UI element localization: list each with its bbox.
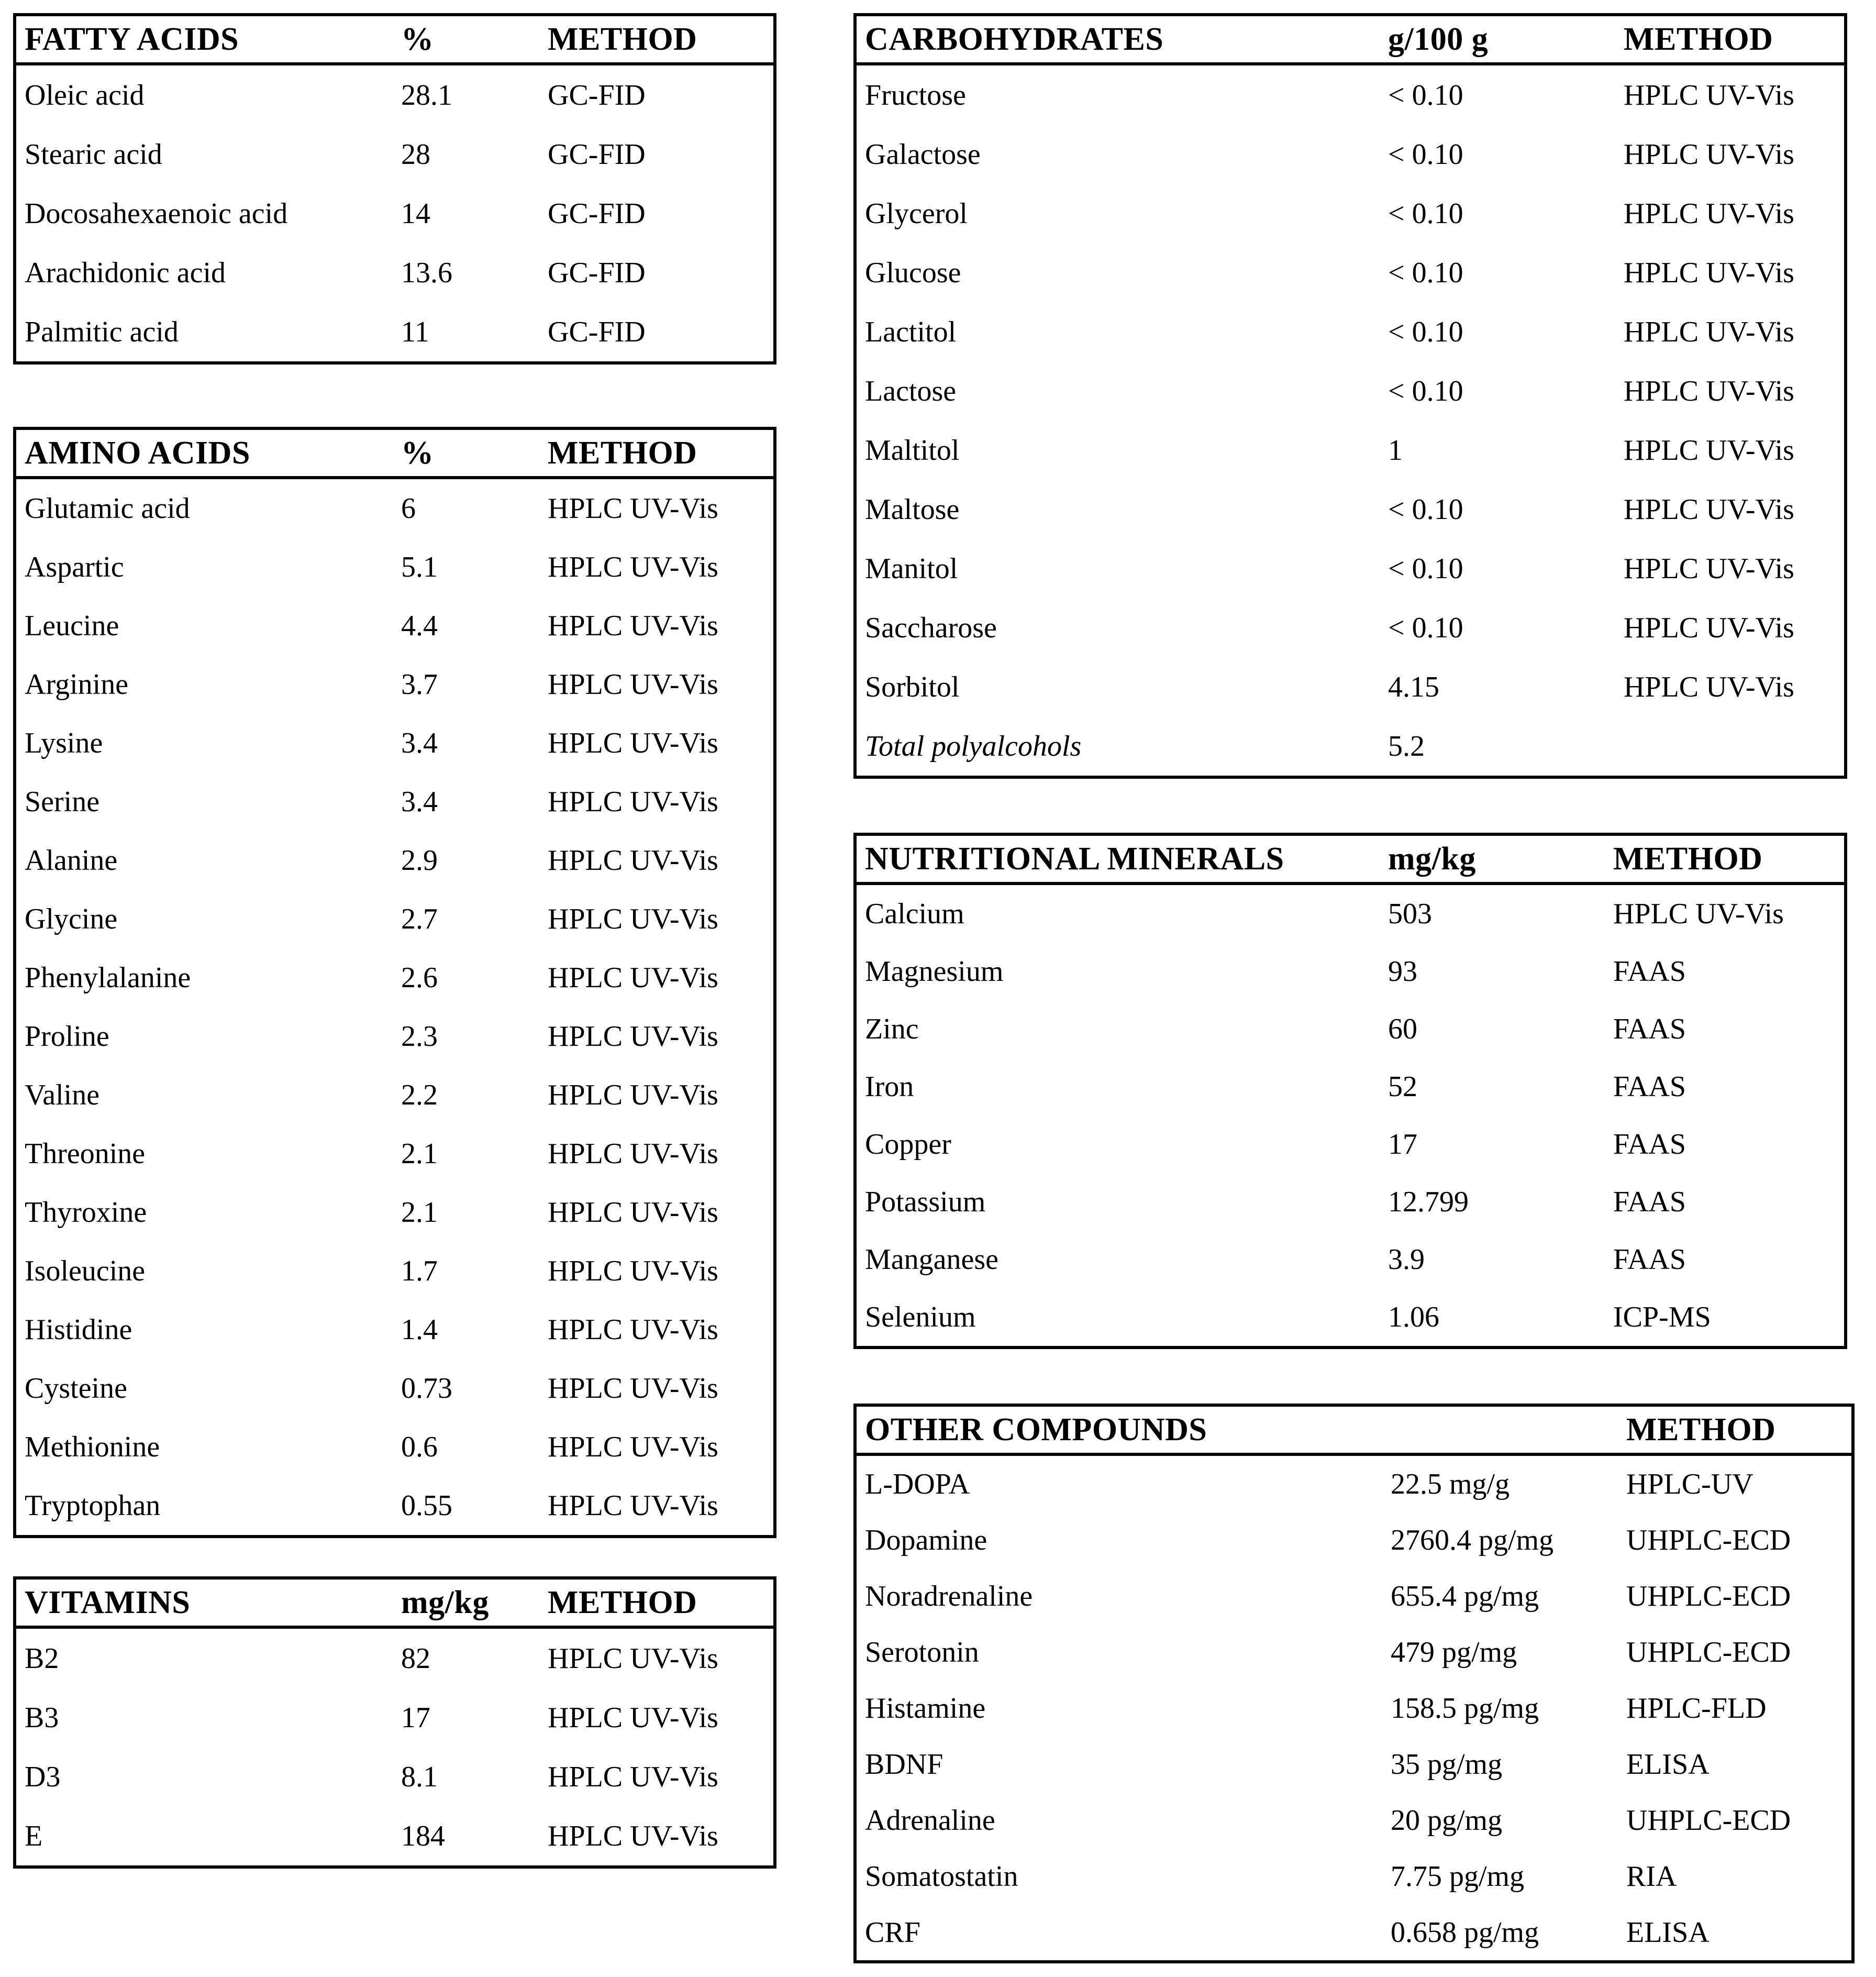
compound-value: 60	[1388, 1013, 1417, 1045]
compound-value: 6	[401, 492, 416, 525]
table-row	[16, 948, 773, 1007]
unit-header: mg/kg	[1388, 841, 1476, 877]
compound-name: Lysine	[25, 727, 103, 759]
table-row	[16, 831, 773, 890]
compound-name: Fructose	[865, 79, 966, 112]
table-title: VITAMINS	[25, 1584, 191, 1620]
compound-value: 13.6	[401, 256, 452, 289]
table-row	[857, 539, 1844, 598]
table-row	[857, 480, 1844, 539]
compound-name: Isoleucine	[25, 1255, 146, 1287]
table-row	[857, 65, 1844, 125]
table-row	[857, 943, 1844, 1000]
table-row	[857, 1231, 1844, 1288]
compound-value: 0.73	[401, 1372, 452, 1405]
table-row	[857, 1736, 1851, 1792]
measurement-method: HPLC UV-Vis	[548, 1196, 718, 1229]
table-row	[16, 184, 773, 243]
measurement-method: FAAS	[1613, 1070, 1686, 1103]
measurement-method: HPLC UV-Vis	[548, 903, 718, 935]
compound-name: Calcium	[865, 898, 964, 930]
method-header: METHOD	[548, 435, 697, 471]
compound-name: Oleic acid	[25, 79, 145, 112]
compound-name: BDNF	[865, 1748, 943, 1781]
compound-value: 22.5 mg/g	[1391, 1467, 1510, 1500]
compound-name: Serotonin	[865, 1636, 979, 1669]
table-title: AMINO ACIDS	[25, 435, 250, 471]
method-header: METHOD	[548, 21, 697, 57]
table-row	[16, 655, 773, 714]
measurement-method: HPLC UV-Vis	[1624, 256, 1794, 289]
compound-value: 3.4	[401, 727, 438, 759]
measurement-method: HPLC UV-Vis	[1624, 434, 1794, 467]
amino-acids-body	[16, 479, 773, 1535]
measurement-method: HPLC UV-Vis	[548, 1255, 718, 1287]
compound-value: 4.4	[401, 610, 438, 642]
measurement-method: HPLC UV-Vis	[1624, 670, 1794, 703]
measurement-method: UHPLC-ECD	[1626, 1523, 1791, 1556]
compound-value: 158.5 pg/mg	[1391, 1692, 1539, 1725]
compound-name: Glucose	[865, 256, 961, 289]
table-row	[857, 184, 1844, 243]
table-row	[857, 421, 1844, 480]
compound-name: Stearic acid	[25, 138, 162, 171]
compound-value: 2.7	[401, 903, 438, 935]
fatty-acids-header	[16, 16, 773, 65]
measurement-method: HPLC UV-Vis	[548, 1819, 718, 1852]
table-row	[857, 1680, 1851, 1736]
compound-value: 1.4	[401, 1313, 438, 1346]
compound-name: Magnesium	[865, 955, 1004, 988]
table-title: NUTRITIONAL MINERALS	[865, 841, 1284, 877]
table-row	[857, 598, 1844, 657]
compound-name: Histidine	[25, 1313, 132, 1346]
measurement-method: HPLC UV-Vis	[548, 551, 718, 583]
measurement-method: HPLC UV-Vis	[1624, 374, 1794, 407]
compound-value: 1.06	[1388, 1301, 1439, 1333]
table-row	[16, 1476, 773, 1535]
measurement-method: FAAS	[1613, 1243, 1686, 1276]
compound-name: Tryptophan	[25, 1489, 161, 1522]
compound-name: Glycerol	[865, 197, 968, 230]
table-row	[16, 125, 773, 184]
compound-name: Sorbitol	[865, 670, 960, 703]
measurement-method: HPLC UV-Vis	[1624, 493, 1794, 526]
compound-name: Arachidonic acid	[25, 256, 226, 289]
measurement-method: HPLC UV-Vis	[548, 1020, 718, 1053]
compound-name: Saccharose	[865, 611, 997, 644]
other-compounds-table	[853, 1404, 1855, 1963]
compound-value: < 0.10	[1388, 79, 1463, 112]
compound-value: 479 pg/mg	[1391, 1636, 1517, 1669]
measurement-method: HPLC-FLD	[1626, 1692, 1767, 1725]
measurement-method: HPLC UV-Vis	[548, 1489, 718, 1522]
compound-value: < 0.10	[1388, 552, 1463, 585]
measurement-method: HPLC UV-Vis	[1624, 138, 1794, 171]
compound-value: 7.75 pg/mg	[1391, 1860, 1525, 1893]
measurement-method: HPLC UV-Vis	[548, 786, 718, 818]
compound-name: Palmitic acid	[25, 315, 179, 348]
compound-value: 0.55	[401, 1489, 452, 1522]
table-row	[16, 1747, 773, 1806]
compound-value: 655.4 pg/mg	[1391, 1580, 1539, 1612]
table-row	[857, 1624, 1851, 1680]
compound-name: Selenium	[865, 1301, 976, 1333]
compound-value: 3.4	[401, 786, 438, 818]
compound-value: 20 pg/mg	[1391, 1804, 1503, 1837]
carbohydrates-header	[857, 16, 1844, 65]
measurement-method: ELISA	[1626, 1748, 1710, 1781]
measurement-method: HPLC UV-Vis	[548, 610, 718, 642]
compound-name: D3	[25, 1760, 61, 1793]
measurement-method: GC-FID	[548, 138, 646, 171]
table-row	[16, 1007, 773, 1066]
compound-name: Adrenaline	[865, 1804, 995, 1837]
amino-acids-header	[16, 430, 773, 479]
vitamins-header	[16, 1580, 773, 1629]
compound-name: Lactose	[865, 374, 957, 407]
compound-name: L-DOPA	[865, 1467, 970, 1500]
compound-value: 4.15	[1388, 670, 1439, 703]
table-row	[857, 1115, 1844, 1173]
carbohydrates-body	[857, 65, 1844, 776]
compound-name: Maltose	[865, 493, 960, 526]
compound-name: Threonine	[25, 1137, 146, 1170]
table-row	[857, 1848, 1851, 1904]
other-compounds-body	[857, 1456, 1851, 1960]
compound-name: Methionine	[25, 1431, 160, 1463]
table-row	[857, 1058, 1844, 1115]
compound-name: Phenylalanine	[25, 962, 191, 994]
measurement-method: HPLC UV-Vis	[548, 1642, 718, 1675]
method-header: METHOD	[548, 1584, 697, 1620]
table-row	[16, 1359, 773, 1418]
table-row	[857, 1456, 1851, 1512]
table-row	[857, 1000, 1844, 1058]
table-row	[857, 302, 1844, 361]
amino-acids-table	[13, 427, 776, 1538]
compound-name: B3	[25, 1701, 59, 1734]
table-row	[16, 243, 773, 302]
table-title: FATTY ACIDS	[25, 21, 239, 57]
table-row	[857, 125, 1844, 184]
compound-value: 503	[1388, 898, 1432, 930]
compound-name: Serine	[25, 786, 100, 818]
carbohydrates-table	[853, 13, 1847, 779]
table-row	[857, 1568, 1851, 1624]
measurement-method: UHPLC-ECD	[1626, 1636, 1791, 1669]
table-row	[16, 302, 773, 361]
measurement-method: HPLC UV-Vis	[548, 1701, 718, 1734]
measurement-method: RIA	[1626, 1860, 1677, 1893]
compound-name: Potassium	[865, 1186, 986, 1218]
compound-name: Manitol	[865, 552, 958, 585]
compound-name: Dopamine	[865, 1523, 987, 1556]
measurement-method: HPLC UV-Vis	[548, 1313, 718, 1346]
compound-value: 184	[401, 1819, 445, 1852]
compound-value: < 0.10	[1388, 197, 1463, 230]
table-row	[16, 1066, 773, 1124]
compound-name: Thyroxine	[25, 1196, 147, 1229]
compound-name: Histamine	[865, 1692, 986, 1725]
unit-header: g/100 g	[1388, 21, 1489, 57]
compound-name: Proline	[25, 1020, 109, 1053]
compound-name: Manganese	[865, 1243, 999, 1276]
table-row	[16, 1688, 773, 1747]
compound-name: Somatostatin	[865, 1860, 1018, 1893]
compound-value: 2.9	[401, 844, 438, 877]
compound-name: Lactitol	[865, 315, 957, 348]
table-row	[16, 1629, 773, 1688]
table-row	[857, 885, 1844, 943]
table-row	[16, 597, 773, 655]
compound-name: Alanine	[25, 844, 118, 877]
compound-value: 11	[401, 315, 429, 348]
table-row	[857, 1792, 1851, 1848]
compound-name: B2	[25, 1642, 59, 1675]
table-row	[857, 243, 1844, 302]
minerals-header	[857, 836, 1844, 885]
other-compounds-header	[857, 1407, 1851, 1456]
compound-value: 14	[401, 197, 430, 230]
measurement-method: HPLC UV-Vis	[1624, 611, 1794, 644]
table-row	[16, 1300, 773, 1359]
measurement-method: GC-FID	[548, 315, 646, 348]
measurement-method: FAAS	[1613, 1186, 1686, 1218]
compound-value: < 0.10	[1388, 611, 1463, 644]
measurement-method: UHPLC-ECD	[1626, 1580, 1791, 1612]
measurement-method: HPLC UV-Vis	[1624, 79, 1794, 112]
table-row	[857, 1173, 1844, 1231]
table-row	[857, 657, 1844, 716]
table-row	[16, 479, 773, 538]
compound-name: Valine	[25, 1079, 100, 1111]
table-row	[857, 1904, 1851, 1960]
compound-value: < 0.10	[1388, 374, 1463, 407]
table-row	[16, 890, 773, 948]
method-header: METHOD	[1624, 21, 1773, 57]
measurement-method: HPLC UV-Vis	[548, 1137, 718, 1170]
table-row	[857, 716, 1844, 776]
measurement-method: HPLC UV-Vis	[548, 1372, 718, 1405]
method-header: METHOD	[1626, 1411, 1776, 1448]
table-title: OTHER COMPOUNDS	[865, 1411, 1207, 1448]
compound-value: 93	[1388, 955, 1417, 988]
compound-value: 2.1	[401, 1196, 438, 1229]
compound-value: 2.2	[401, 1079, 438, 1111]
compound-value: 17	[401, 1701, 430, 1734]
measurement-method: FAAS	[1613, 955, 1686, 988]
compound-value: < 0.10	[1388, 315, 1463, 348]
table-title: CARBOHYDRATES	[865, 21, 1164, 57]
compound-name: E	[25, 1819, 43, 1852]
measurement-method: UHPLC-ECD	[1626, 1804, 1791, 1837]
compound-name: CRF	[865, 1916, 920, 1949]
vitamins-body	[16, 1629, 773, 1865]
unit-header: mg/kg	[401, 1584, 489, 1620]
compound-value: 2.1	[401, 1137, 438, 1170]
compound-value: < 0.10	[1388, 493, 1463, 526]
table-row	[16, 1806, 773, 1865]
unit-header: %	[401, 435, 434, 471]
table-row	[16, 65, 773, 125]
compound-name: Cysteine	[25, 1372, 127, 1405]
measurement-method: HPLC UV-Vis	[548, 727, 718, 759]
measurement-method: HPLC UV-Vis	[1613, 898, 1784, 930]
unit-header: %	[401, 21, 434, 57]
compound-name: Arginine	[25, 668, 129, 701]
measurement-method: HPLC UV-Vis	[548, 1760, 718, 1793]
measurement-method: HPLC UV-Vis	[548, 844, 718, 877]
compound-value: < 0.10	[1388, 138, 1463, 171]
measurement-method: GC-FID	[548, 197, 646, 230]
compound-value: 12.799	[1388, 1186, 1469, 1218]
table-row	[857, 1288, 1844, 1346]
compound-name: Galactose	[865, 138, 981, 171]
table-row	[16, 1242, 773, 1300]
measurement-method: HPLC UV-Vis	[548, 668, 718, 701]
fatty-acids-body	[16, 65, 773, 361]
measurement-method: HPLC UV-Vis	[548, 1431, 718, 1463]
compound-value: 82	[401, 1642, 430, 1675]
compound-value: 28	[401, 138, 430, 171]
compound-name: Aspartic	[25, 551, 124, 583]
compound-value: 0.6	[401, 1431, 438, 1463]
table-row	[16, 1183, 773, 1242]
compound-value: 5.2	[1388, 730, 1425, 763]
compound-value: 2.6	[401, 962, 438, 994]
compound-name: Glycine	[25, 903, 118, 935]
compound-value: 0.658 pg/mg	[1391, 1916, 1539, 1949]
compound-value: 3.7	[401, 668, 438, 701]
compound-value: 35 pg/mg	[1391, 1748, 1503, 1781]
minerals-body	[857, 885, 1844, 1346]
compound-value: 28.1	[401, 79, 452, 112]
compound-value: 2.3	[401, 1020, 438, 1053]
table-row	[857, 1512, 1851, 1568]
table-row	[16, 772, 773, 831]
vitamins-table	[13, 1576, 776, 1869]
table-row	[16, 714, 773, 772]
measurement-method: HPLC UV-Vis	[548, 962, 718, 994]
compound-value: 17	[1388, 1128, 1417, 1161]
compound-value: 5.1	[401, 551, 438, 583]
table-row	[16, 538, 773, 597]
compound-name: Zinc	[865, 1013, 919, 1045]
nutritional-minerals-table	[853, 833, 1847, 1349]
table-row	[16, 1418, 773, 1476]
compound-value: 1	[1388, 434, 1403, 467]
measurement-method: HPLC UV-Vis	[1624, 197, 1794, 230]
compound-value: 2760.4 pg/mg	[1391, 1523, 1554, 1556]
measurement-method: ICP-MS	[1613, 1301, 1711, 1333]
compound-value: < 0.10	[1388, 256, 1463, 289]
compound-value: 52	[1388, 1070, 1417, 1103]
measurement-method: ELISA	[1626, 1916, 1710, 1949]
compound-name: Docosahexaenoic acid	[25, 197, 288, 230]
compound-name: Maltitol	[865, 434, 960, 467]
compound-value: 3.9	[1388, 1243, 1425, 1276]
measurement-method: HPLC UV-Vis	[548, 492, 718, 525]
measurement-method: GC-FID	[548, 79, 646, 112]
measurement-method: FAAS	[1613, 1013, 1686, 1045]
table-row	[16, 1124, 773, 1183]
measurement-method: FAAS	[1613, 1128, 1686, 1161]
fatty-acids-table	[13, 13, 776, 365]
compound-name: Total polyalcohols	[865, 730, 1082, 763]
measurement-method: HPLC UV-Vis	[1624, 315, 1794, 348]
compound-name: Leucine	[25, 610, 119, 642]
table-row	[857, 361, 1844, 421]
measurement-method: HPLC-UV	[1626, 1467, 1753, 1500]
compound-value: 1.7	[401, 1255, 438, 1287]
compound-name: Iron	[865, 1070, 914, 1103]
compound-name: Glutamic acid	[25, 492, 190, 525]
compound-name: Copper	[865, 1128, 951, 1161]
measurement-method: GC-FID	[548, 256, 646, 289]
compound-value: 8.1	[401, 1760, 438, 1793]
measurement-method: HPLC UV-Vis	[1624, 552, 1794, 585]
measurement-method: HPLC UV-Vis	[548, 1079, 718, 1111]
method-header: METHOD	[1613, 841, 1763, 877]
compound-name: Noradrenaline	[865, 1580, 1033, 1612]
